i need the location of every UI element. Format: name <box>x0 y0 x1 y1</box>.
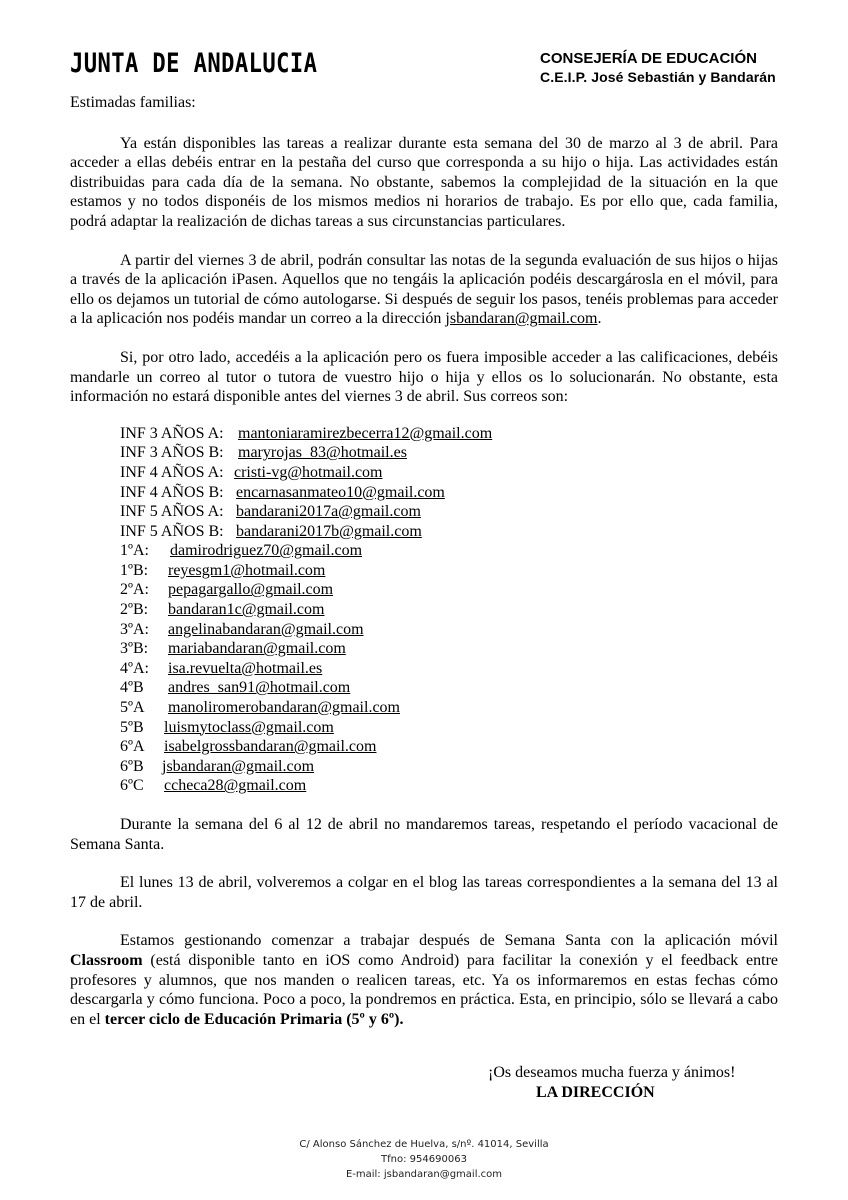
tutor-email-link[interactable]: bandarani2017a@gmail.com <box>236 503 421 521</box>
tutor-email-link[interactable]: jsbandaran@gmail.com <box>162 757 315 775</box>
tutor-email-link[interactable]: bandaran1c@gmail.com <box>168 601 325 619</box>
footer <box>0 1137 848 1182</box>
course-label: INF 3 AÑOS A: <box>120 424 224 442</box>
paragraph-blog: El lunes 13 de abril, volveremos a colgar en el blog las tareas correspondientes a la semana del 13 al 17 de abril. <box>70 874 778 911</box>
signature-direction: LA DIRECCIÓN <box>536 1083 655 1101</box>
tutor-email-link[interactable]: luismytoclass@gmail.com <box>164 718 334 736</box>
email-row <box>120 463 778 483</box>
classroom-app-name: Classroom <box>70 951 143 969</box>
course-label: 2ºB: <box>120 601 149 619</box>
signature-block <box>488 1063 735 1102</box>
course-label: 3ºB: <box>120 640 149 658</box>
email-row <box>120 776 778 796</box>
tutor-email-link[interactable]: angelinabandaran@gmail.com <box>168 620 364 638</box>
letter-body <box>70 93 778 1029</box>
email-row <box>120 698 778 718</box>
third-cycle-highlight: tercer ciclo de Educación Primaria (5º y 6º). <box>104 1010 404 1028</box>
footer-address: C/ Alonso Sánchez de Huelva, s/nº. 41014, Sevilla <box>299 1139 549 1150</box>
tutor-email-link[interactable]: cristi-vg@hotmail.com <box>234 463 383 481</box>
brand-logo-text: JUNTA DE ANDALUCIA <box>70 48 318 79</box>
email-row <box>120 659 778 679</box>
course-label: 3ºA: <box>120 620 149 638</box>
course-label: INF 3 AÑOS B: <box>120 444 224 462</box>
tutor-email-link[interactable]: manoliromerobandaran@gmail.com <box>168 699 400 717</box>
email-row <box>120 718 778 738</box>
course-label: 4ºA: <box>120 659 149 677</box>
course-label: INF 4 AÑOS B: <box>120 483 224 501</box>
classroom-text-1: Estamos gestionando comenzar a trabajar después de Semana Santa con la aplicación móvil <box>120 932 778 950</box>
email-row <box>120 443 778 463</box>
course-label: 6ºA <box>120 738 145 756</box>
email-row <box>120 678 778 698</box>
paragraph-classroom <box>70 931 778 1029</box>
email-row <box>120 561 778 581</box>
tutor-email-link[interactable]: bandarani2017b@gmail.com <box>236 522 422 540</box>
classroom-text-2: (está disponible tanto en iOS como Android) para facilitar la conexión y el feedback entre profesores y alumnos, que nos manden o realicen tareas, etc. Ya os informaremos en estas fechas cómo descargarla y cómo funciona. Poco a poco, la pondremos en práctica. Esta, en principio, sólo se llevará a cabo en el <box>70 951 779 1028</box>
paragraph-tutors: Si, por otro lado, accedéis a la aplicación pero os fuera imposible acceder a las calificaciones, debéis mandarle un correo al tutor o tutora de vuestro hijo o hija y ellos os lo solucionarán. No obstante, esta información no estará disponible antes del viernes 3 de abril. Sus correos son: <box>70 348 778 406</box>
greeting: Estimadas familias: <box>70 94 196 111</box>
course-label: 1ºA: <box>120 542 149 560</box>
course-label: INF 4 AÑOS A: <box>120 463 224 481</box>
course-label: 1ºB: <box>120 561 149 579</box>
email-row <box>120 580 778 600</box>
email-row <box>120 737 778 757</box>
email-row <box>120 639 778 659</box>
email-row <box>120 522 778 542</box>
tutor-email-link[interactable]: reyesgm1@hotmail.com <box>168 561 326 579</box>
paragraph-tasks: Ya están disponibles las tareas a realizar durante esta semana del 30 de marzo al 3 de abril. Para acceder a ellas debéis entrar en la pestaña del curso que corresponda a su hijo o hija. Las actividades están distribuidas para cada día de la semana. No obstante, sabemos la complejidad de la situación en la que estamos y no todos disponéis de los mismos medios ni horarios de trabajo. Es por ello que, cada familia, podrá adaptar la realización de dichas tareas a sus circunstancias particulares. <box>70 134 778 230</box>
course-label: 5ºA <box>120 699 145 717</box>
paragraph-grades-text: A partir del viernes 3 de abril, podrán consultar las notas de la segunda evaluación de sus hijos o hijas a través de la aplicación iPasen. Aquellos que no tengáis la aplicación podéis descargárosla en el móvil, para ello os dejamos un tutorial de cómo autologarse. Si después de seguir los pasos, tenéis problemas para acceder a la aplicación nos podéis mandar un correo a la dirección <box>70 251 778 328</box>
email-row <box>120 424 778 444</box>
email-row <box>120 620 778 640</box>
tutor-email-link[interactable]: encarnasanmateo10@gmail.com <box>236 483 445 501</box>
paragraph-grades-end: . <box>597 310 602 328</box>
paragraph-grades <box>70 251 778 329</box>
course-label: 6ºB <box>120 757 144 775</box>
email-row <box>120 483 778 503</box>
tutor-email-link[interactable]: maryrojas_83@hotmail.es <box>238 444 407 462</box>
tutor-email-link[interactable]: mariabandaran@gmail.com <box>168 640 346 658</box>
tutor-email-link[interactable]: mantoniaramirezbecerra12@gmail.com <box>238 424 493 442</box>
tutor-email-link[interactable]: pepagargallo@gmail.com <box>168 581 334 599</box>
paragraph-holidays: Durante la semana del 6 al 12 de abril no mandaremos tareas, respetando el período vacacional de Semana Santa. <box>70 816 778 853</box>
email-row <box>120 600 778 620</box>
course-label: INF 5 AÑOS A: <box>120 503 224 521</box>
course-label: 5ºB <box>120 718 144 736</box>
course-label: 6ºC <box>120 777 144 795</box>
email-row <box>120 502 778 522</box>
course-label: INF 5 AÑOS B: <box>120 522 224 540</box>
direction-email-link[interactable]: jsbandaran@gmail.com <box>445 310 598 328</box>
email-row <box>120 541 778 561</box>
footer-email: E-mail: jsbandaran@gmail.com <box>345 1169 503 1180</box>
tutor-email-link[interactable]: ccheca28@gmail.com <box>164 777 307 795</box>
school-name: C.E.I.P. José Sebastián y Bandarán <box>540 69 776 85</box>
tutor-email-link[interactable]: damirodriguez70@gmail.com <box>170 542 363 560</box>
footer-phone: Tfno: 954690063 <box>381 1154 467 1165</box>
closing-wishes: ¡Os deseamos mucha fuerza y ánimos! <box>488 1064 736 1081</box>
department-name: CONSEJERÍA DE EDUCACIÓN <box>540 50 757 67</box>
course-label: 4ºB <box>120 679 144 697</box>
email-row <box>120 757 778 777</box>
tutor-email-list <box>120 424 778 796</box>
tutor-email-link[interactable]: isabelgrossbandaran@gmail.com <box>164 738 377 756</box>
tutor-email-link[interactable]: isa.revuelta@hotmail.es <box>168 659 323 677</box>
course-label: 2ºA: <box>120 581 149 599</box>
school-header <box>540 50 776 86</box>
tutor-email-link[interactable]: andres_san91@hotmail.com <box>168 679 351 697</box>
